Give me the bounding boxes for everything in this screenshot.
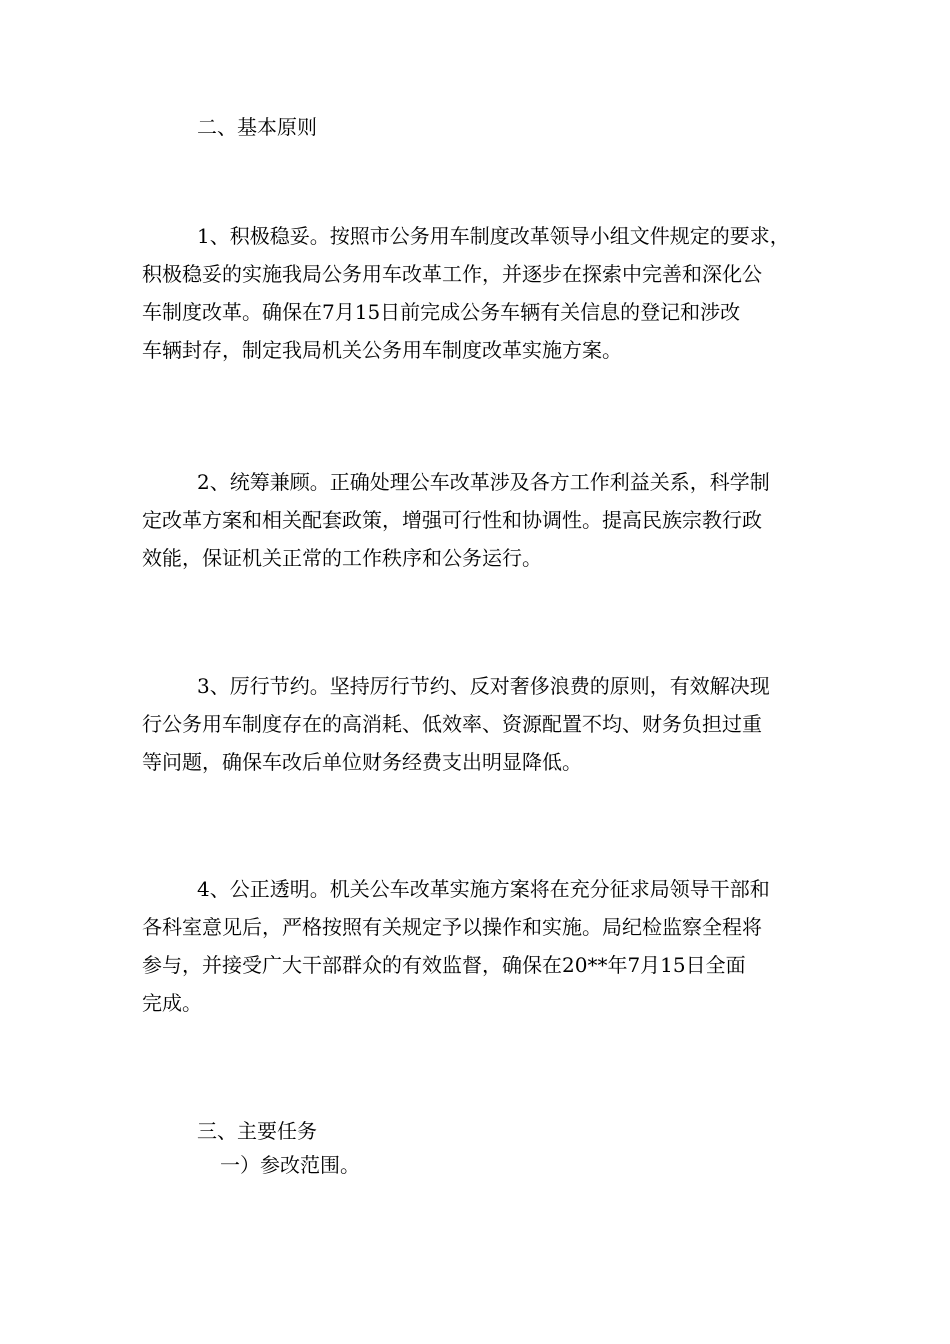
section-heading-basic-principles: 二、基本原则 (197, 115, 317, 139)
paragraph-principle-4 (142, 870, 814, 1022)
paragraph-line: 1、积极稳妥。按照市公务用车制度改革领导小组文件规定的要求， (197, 224, 790, 248)
paragraph-line: 车辆封存，制定我局机关公务用车制度改革实施方案。 (142, 338, 622, 362)
paragraph-line: 行公务用车制度存在的高消耗、低效率、资源配置不均、财务负担过重 (142, 712, 762, 736)
paragraph-line: 完成。 (142, 991, 202, 1015)
subsection-heading-scope: 一）参改范围。 (220, 1153, 360, 1177)
paragraph-line: 等问题，确保车改后单位财务经费支出明显降低。 (142, 750, 582, 774)
paragraph-line: 各科室意见后，严格按照有关规定予以操作和实施。局纪检监察全程将 (142, 915, 762, 939)
paragraph-principle-3 (142, 667, 814, 781)
paragraph-line: 3、厉行节约。坚持厉行节约、反对奢侈浪费的原则，有效解决现 (197, 674, 770, 698)
paragraph-line: 4、公正透明。机关公车改革实施方案将在充分征求局领导干部和 (197, 877, 770, 901)
section-heading-main-tasks: 三、主要任务 (197, 1119, 317, 1143)
paragraph-line: 积极稳妥的实施我局公务用车改革工作，并逐步在探索中完善和深化公 (142, 262, 762, 286)
paragraph-line: 效能，保证机关正常的工作秩序和公务运行。 (142, 546, 542, 570)
paragraph-principle-2 (142, 463, 814, 577)
paragraph-line: 2、统筹兼顾。正确处理公车改革涉及各方工作利益关系，科学制 (197, 470, 770, 494)
paragraph-line: 车制度改革。确保在7月15日前完成公务车辆有关信息的登记和涉改 (142, 300, 741, 324)
paragraph-principle-1 (142, 217, 814, 369)
paragraph-line: 参与，并接受广大干部群众的有效监督，确保在20**年7月15日全面 (142, 953, 746, 977)
paragraph-line: 定改革方案和相关配套政策，增强可行性和协调性。提高民族宗教行政 (142, 508, 762, 532)
